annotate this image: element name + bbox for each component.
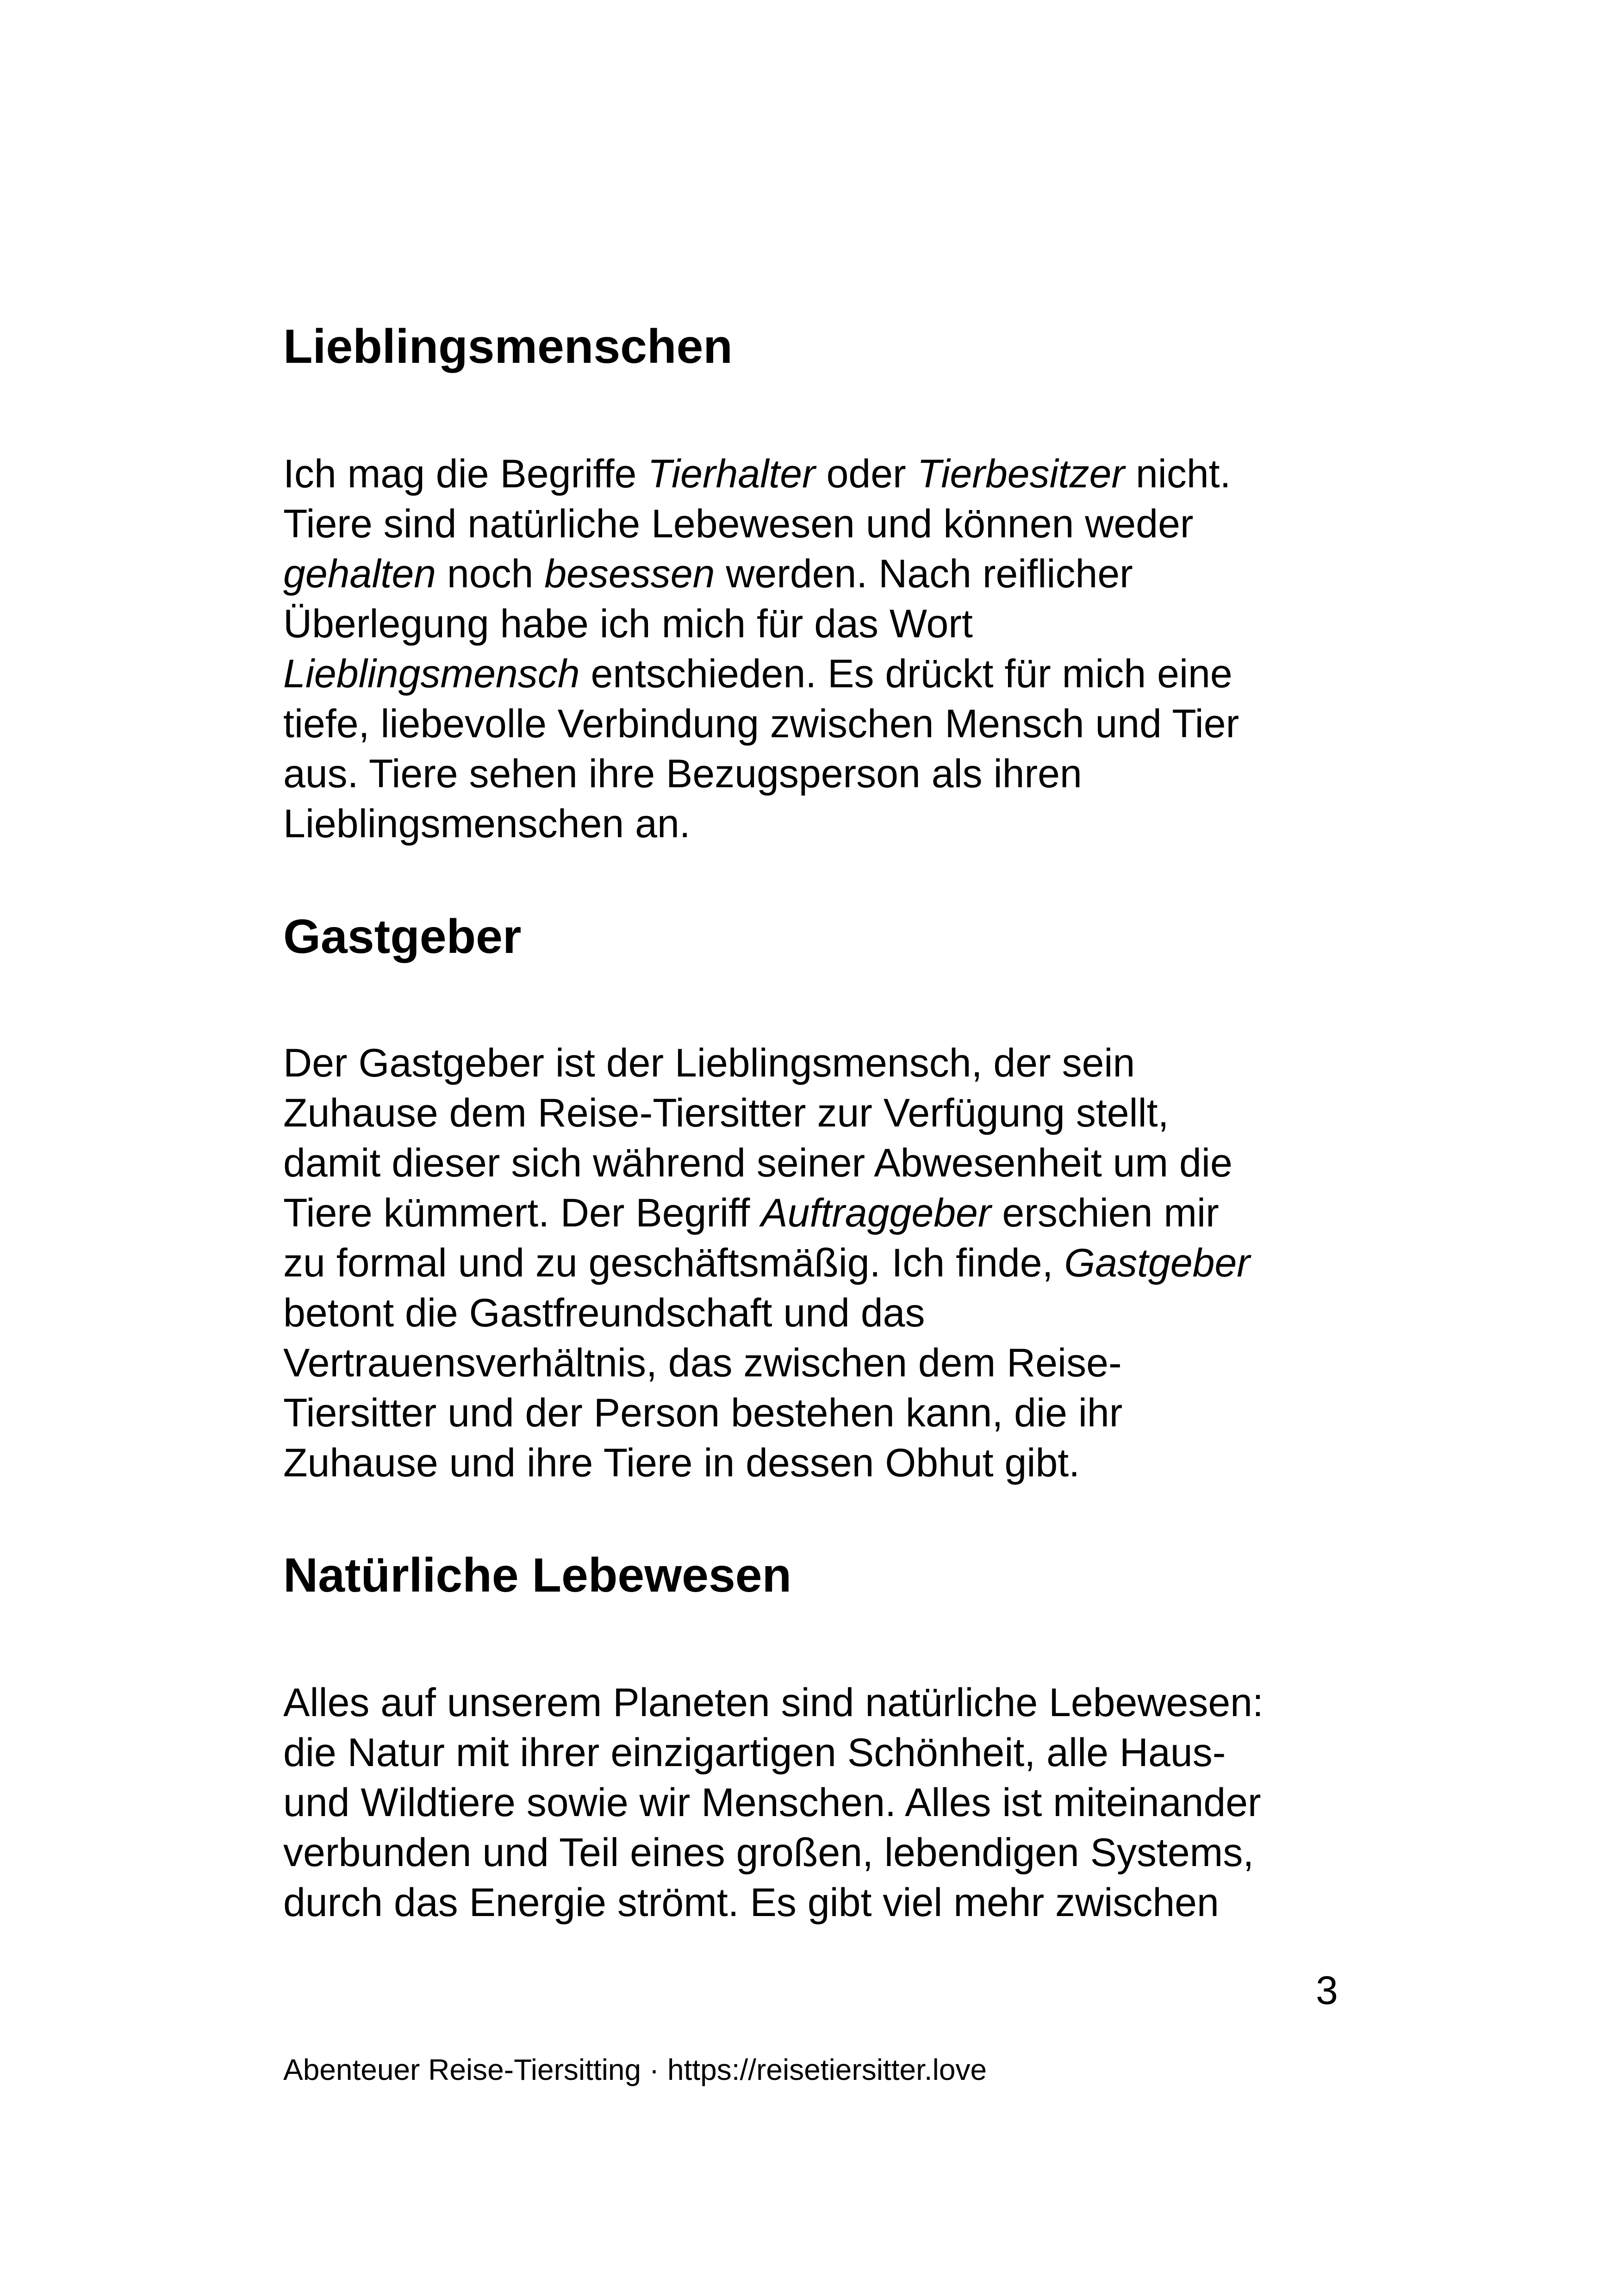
text-run: tiefe, liebevolle Verbindung zwischen Mensch und Tier [283, 702, 1239, 746]
text-run: Lieblingsmenschen an. [283, 802, 691, 846]
text-line [283, 1828, 1348, 1878]
text-run: betont die Gastfreundschaft und das [283, 1291, 925, 1335]
text-run: die Natur mit ihrer einzigartigen Schönheit, alle Haus- [283, 1730, 1226, 1775]
emphasized-term: Tierhalter [647, 452, 815, 496]
text-run: erschien mir [991, 1191, 1219, 1235]
text-line [283, 1678, 1348, 1728]
text-line [283, 699, 1348, 749]
emphasized-term: gehalten [283, 552, 436, 596]
text-line [283, 1088, 1348, 1138]
text-line [283, 1138, 1348, 1188]
text-line [283, 1338, 1348, 1388]
text-line [283, 1188, 1348, 1238]
text-line [283, 1038, 1348, 1088]
text-line [283, 1728, 1348, 1778]
page-number: 3 [1316, 1968, 1338, 2013]
text-line [283, 799, 1348, 849]
text-run: aus. Tiere sehen ihre Bezugsperson als ihren [283, 752, 1082, 796]
section-heading-natuerliche-lebewesen: Natürliche Lebewesen [283, 1549, 792, 1602]
text-line [283, 599, 1348, 649]
text-run: Zuhause dem Reise-Tiersitter zur Verfügung stellt, [283, 1091, 1169, 1135]
text-line [283, 749, 1348, 799]
section-heading-lieblingsmenschen: Lieblingsmenschen [283, 320, 733, 373]
text-line [283, 499, 1348, 549]
text-run: verbunden und Teil eines großen, lebendigen Systems, [283, 1830, 1254, 1875]
text-run: Der Gastgeber ist der Lieblingsmensch, der sein [283, 1041, 1135, 1085]
section-paragraph-lieblingsmenschen [283, 449, 1348, 849]
text-run: Ich mag die Begriffe [283, 452, 648, 496]
text-run: Tiere sind natürliche Lebewesen und können weder [283, 502, 1194, 546]
text-run: Tiersitter und der Person bestehen kann, die ihr [283, 1391, 1123, 1435]
page-footer: Abenteuer Reise-Tiersitting · https://reisetiersitter.love [283, 2053, 987, 2086]
text-run: noch [436, 552, 545, 596]
text-line [283, 1238, 1348, 1288]
text-run: damit dieser sich während seiner Abwesenheit um die [283, 1141, 1232, 1185]
text-line [283, 1778, 1348, 1828]
text-line [283, 1438, 1348, 1488]
text-run: entschieden. Es drückt für mich eine [579, 652, 1232, 696]
text-run: Vertrauensverhältnis, das zwischen dem Reise- [283, 1341, 1122, 1385]
section-paragraph-gastgeber [283, 1038, 1348, 1488]
text-run: nicht. [1125, 452, 1231, 496]
text-line [283, 1878, 1348, 1928]
text-line [283, 1288, 1348, 1338]
text-run: durch das Energie strömt. Es gibt viel mehr zwischen [283, 1880, 1219, 1925]
text-run: Überlegung habe ich mich für das Wort [283, 602, 973, 646]
text-run: Alles auf unserem Planeten sind natürliche Lebewesen: [283, 1680, 1263, 1725]
emphasized-term: Lieblingsmensch [283, 652, 580, 696]
text-line [283, 1388, 1348, 1438]
text-run: und Wildtiere sowie wir Menschen. Alles ist miteinander [283, 1780, 1261, 1825]
text-line [283, 649, 1348, 699]
emphasized-term: Tierbesitzer [917, 452, 1125, 496]
text-run: werden. Nach reiflicher [715, 552, 1133, 596]
section-heading-gastgeber: Gastgeber [283, 910, 522, 964]
emphasized-term: besessen [544, 552, 715, 596]
emphasized-term: Auftraggeber [761, 1191, 991, 1235]
text-line [283, 549, 1348, 599]
emphasized-term: Gastgeber [1064, 1241, 1250, 1285]
text-run: Zuhause und ihre Tiere in dessen Obhut gibt. [283, 1441, 1080, 1485]
text-run: zu formal und zu geschäftsmäßig. Ich finde, [283, 1241, 1064, 1285]
section-paragraph-natuerliche-lebewesen [283, 1678, 1348, 1928]
text-line [283, 449, 1348, 499]
text-run: Tiere kümmert. Der Begriff [283, 1191, 761, 1235]
text-run: oder [815, 452, 917, 496]
